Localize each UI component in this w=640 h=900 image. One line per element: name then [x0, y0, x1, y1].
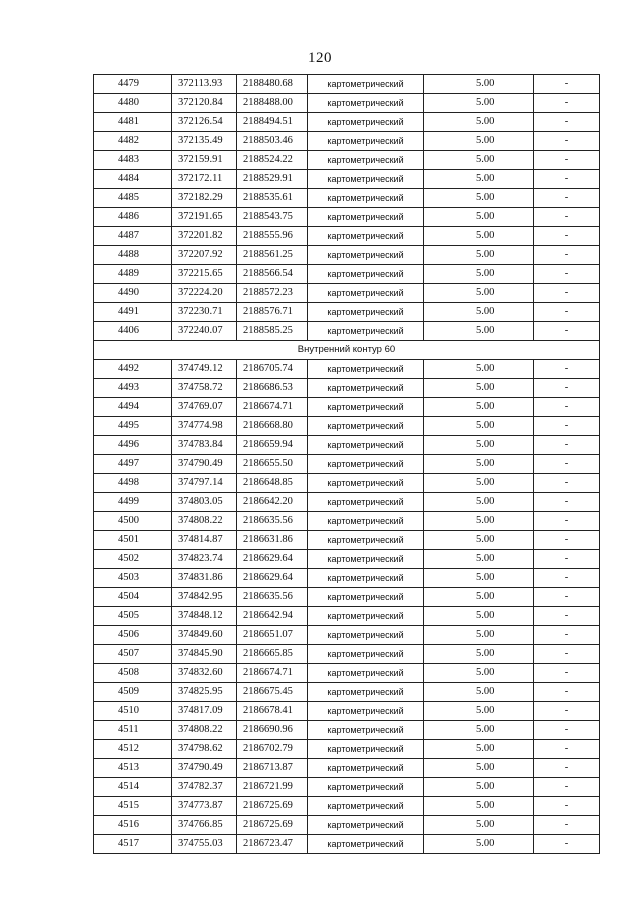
point-number-cell: 4501 — [94, 531, 172, 550]
point-number-cell: 4512 — [94, 740, 172, 759]
point-number-cell: 4486 — [94, 208, 172, 227]
description-cell: - — [534, 94, 600, 113]
method-cell: картометрический — [308, 550, 424, 569]
x-coordinate-cell: 372240.07 — [172, 322, 237, 341]
description-cell: - — [534, 607, 600, 626]
table-row — [94, 360, 600, 379]
x-coordinate-cell: 372159.91 — [172, 151, 237, 170]
table-row — [94, 246, 600, 265]
method-cell: картометрический — [308, 702, 424, 721]
y-coordinate-cell: 2186648.85 — [237, 474, 308, 493]
point-number-cell: 4514 — [94, 778, 172, 797]
y-coordinate-cell: 2186674.71 — [237, 664, 308, 683]
x-coordinate-cell: 374769.07 — [172, 398, 237, 417]
point-number-cell: 4406 — [94, 322, 172, 341]
y-coordinate-cell: 2186629.64 — [237, 550, 308, 569]
point-number-cell: 4494 — [94, 398, 172, 417]
method-cell: картометрический — [308, 170, 424, 189]
point-number-cell: 4483 — [94, 151, 172, 170]
table-row — [94, 607, 600, 626]
point-number-cell: 4517 — [94, 835, 172, 854]
method-cell: картометрический — [308, 303, 424, 322]
accuracy-cell: 5.00 — [424, 645, 534, 664]
x-coordinate-cell: 374823.74 — [172, 550, 237, 569]
description-cell: - — [534, 170, 600, 189]
table-row — [94, 588, 600, 607]
x-coordinate-cell: 374783.84 — [172, 436, 237, 455]
point-number-cell: 4482 — [94, 132, 172, 151]
description-cell: - — [534, 75, 600, 94]
table-row — [94, 170, 600, 189]
y-coordinate-cell: 2186659.94 — [237, 436, 308, 455]
accuracy-cell: 5.00 — [424, 740, 534, 759]
accuracy-cell: 5.00 — [424, 417, 534, 436]
point-number-cell: 4502 — [94, 550, 172, 569]
x-coordinate-cell: 374749.12 — [172, 360, 237, 379]
description-cell: - — [534, 588, 600, 607]
method-cell: картометрический — [308, 189, 424, 208]
point-number-cell: 4504 — [94, 588, 172, 607]
description-cell: - — [534, 797, 600, 816]
y-coordinate-cell: 2188585.25 — [237, 322, 308, 341]
y-coordinate-cell: 2188566.54 — [237, 265, 308, 284]
method-cell: картометрический — [308, 474, 424, 493]
accuracy-cell: 5.00 — [424, 569, 534, 588]
method-cell: картометрический — [308, 531, 424, 550]
y-coordinate-cell: 2186686.53 — [237, 379, 308, 398]
description-cell: - — [534, 246, 600, 265]
point-number-cell: 4488 — [94, 246, 172, 265]
x-coordinate-cell: 374766.85 — [172, 816, 237, 835]
y-coordinate-cell: 2186721.99 — [237, 778, 308, 797]
table-row — [94, 227, 600, 246]
method-cell: картометрический — [308, 493, 424, 512]
description-cell: - — [534, 569, 600, 588]
table-row — [94, 740, 600, 759]
description-cell: - — [534, 151, 600, 170]
point-number-cell: 4495 — [94, 417, 172, 436]
y-coordinate-cell: 2186651.07 — [237, 626, 308, 645]
description-cell: - — [534, 379, 600, 398]
description-cell: - — [534, 759, 600, 778]
table-row — [94, 208, 600, 227]
accuracy-cell: 5.00 — [424, 170, 534, 189]
point-number-cell: 4498 — [94, 474, 172, 493]
description-cell: - — [534, 436, 600, 455]
x-coordinate-cell: 372135.49 — [172, 132, 237, 151]
table-row — [94, 379, 600, 398]
table-row — [94, 683, 600, 702]
method-cell: картометрический — [308, 683, 424, 702]
accuracy-cell: 5.00 — [424, 151, 534, 170]
description-cell: - — [534, 721, 600, 740]
y-coordinate-cell: 2186674.71 — [237, 398, 308, 417]
description-cell: - — [534, 208, 600, 227]
table-row — [94, 493, 600, 512]
table-row — [94, 113, 600, 132]
description-cell: - — [534, 284, 600, 303]
point-number-cell: 4496 — [94, 436, 172, 455]
description-cell: - — [534, 531, 600, 550]
description-cell: - — [534, 455, 600, 474]
method-cell: картометрический — [308, 360, 424, 379]
x-coordinate-cell: 372207.92 — [172, 246, 237, 265]
method-cell: картометрический — [308, 740, 424, 759]
accuracy-cell: 5.00 — [424, 512, 534, 531]
method-cell: картометрический — [308, 436, 424, 455]
accuracy-cell: 5.00 — [424, 189, 534, 208]
y-coordinate-cell: 2186725.69 — [237, 797, 308, 816]
y-coordinate-cell: 2188529.91 — [237, 170, 308, 189]
description-cell: - — [534, 322, 600, 341]
x-coordinate-cell: 374790.49 — [172, 455, 237, 474]
table-row — [94, 417, 600, 436]
table-row — [94, 835, 600, 854]
method-cell: картометрический — [308, 379, 424, 398]
accuracy-cell: 5.00 — [424, 550, 534, 569]
method-cell: картометрический — [308, 759, 424, 778]
table-row — [94, 816, 600, 835]
table-group-1 — [94, 75, 600, 341]
x-coordinate-cell: 374814.87 — [172, 531, 237, 550]
x-coordinate-cell: 372172.11 — [172, 170, 237, 189]
point-number-cell: 4505 — [94, 607, 172, 626]
y-coordinate-cell: 2186713.87 — [237, 759, 308, 778]
point-number-cell: 4485 — [94, 189, 172, 208]
point-number-cell: 4491 — [94, 303, 172, 322]
accuracy-cell: 5.00 — [424, 265, 534, 284]
description-cell: - — [534, 417, 600, 436]
x-coordinate-cell: 374797.14 — [172, 474, 237, 493]
point-number-cell: 4492 — [94, 360, 172, 379]
method-cell: картометрический — [308, 208, 424, 227]
method-cell: картометрический — [308, 721, 424, 740]
table-row — [94, 550, 600, 569]
point-number-cell: 4490 — [94, 284, 172, 303]
point-number-cell: 4516 — [94, 816, 172, 835]
accuracy-cell: 5.00 — [424, 664, 534, 683]
y-coordinate-cell: 2188543.75 — [237, 208, 308, 227]
accuracy-cell: 5.00 — [424, 759, 534, 778]
accuracy-cell: 5.00 — [424, 474, 534, 493]
method-cell: картометрический — [308, 284, 424, 303]
accuracy-cell: 5.00 — [424, 303, 534, 322]
accuracy-cell: 5.00 — [424, 246, 534, 265]
page-number: 120 — [308, 50, 332, 66]
y-coordinate-cell: 2186655.50 — [237, 455, 308, 474]
x-coordinate-cell: 374798.62 — [172, 740, 237, 759]
point-number-cell: 4499 — [94, 493, 172, 512]
table-row — [94, 664, 600, 683]
table-row — [94, 797, 600, 816]
method-cell: картометрический — [308, 113, 424, 132]
accuracy-cell: 5.00 — [424, 227, 534, 246]
y-coordinate-cell: 2186668.80 — [237, 417, 308, 436]
x-coordinate-cell: 372191.65 — [172, 208, 237, 227]
x-coordinate-cell: 374808.22 — [172, 512, 237, 531]
description-cell: - — [534, 265, 600, 284]
y-coordinate-cell: 2186665.85 — [237, 645, 308, 664]
x-coordinate-cell: 374845.90 — [172, 645, 237, 664]
description-cell: - — [534, 512, 600, 531]
y-coordinate-cell: 2186642.20 — [237, 493, 308, 512]
x-coordinate-cell: 372230.71 — [172, 303, 237, 322]
description-cell: - — [534, 835, 600, 854]
x-coordinate-cell: 374774.98 — [172, 417, 237, 436]
accuracy-cell: 5.00 — [424, 835, 534, 854]
method-cell: картометрический — [308, 398, 424, 417]
method-cell: картометрический — [308, 797, 424, 816]
y-coordinate-cell: 2188535.61 — [237, 189, 308, 208]
x-coordinate-cell: 372182.29 — [172, 189, 237, 208]
table-row — [94, 474, 600, 493]
point-number-cell: 4510 — [94, 702, 172, 721]
method-cell: картометрический — [308, 778, 424, 797]
method-cell: картометрический — [308, 512, 424, 531]
method-cell: картометрический — [308, 816, 424, 835]
x-coordinate-cell: 372201.82 — [172, 227, 237, 246]
accuracy-cell: 5.00 — [424, 436, 534, 455]
point-number-cell: 4479 — [94, 75, 172, 94]
x-coordinate-cell: 374773.87 — [172, 797, 237, 816]
point-number-cell: 4487 — [94, 227, 172, 246]
table-row — [94, 778, 600, 797]
method-cell: картометрический — [308, 151, 424, 170]
point-number-cell: 4507 — [94, 645, 172, 664]
accuracy-cell: 5.00 — [424, 284, 534, 303]
table-row — [94, 436, 600, 455]
method-cell: картометрический — [308, 322, 424, 341]
x-coordinate-cell: 374848.12 — [172, 607, 237, 626]
point-number-cell: 4509 — [94, 683, 172, 702]
y-coordinate-cell: 2188555.96 — [237, 227, 308, 246]
y-coordinate-cell: 2188480.68 — [237, 75, 308, 94]
table-row — [94, 284, 600, 303]
table-row — [94, 189, 600, 208]
method-cell: картометрический — [308, 132, 424, 151]
method-cell: картометрический — [308, 626, 424, 645]
y-coordinate-cell: 2186631.86 — [237, 531, 308, 550]
y-coordinate-cell: 2186725.69 — [237, 816, 308, 835]
method-cell: картометрический — [308, 227, 424, 246]
accuracy-cell: 5.00 — [424, 455, 534, 474]
x-coordinate-cell: 374808.22 — [172, 721, 237, 740]
x-coordinate-cell: 374849.60 — [172, 626, 237, 645]
method-cell: картометрический — [308, 417, 424, 436]
description-cell: - — [534, 227, 600, 246]
table-row — [94, 531, 600, 550]
section-title-row — [94, 341, 600, 360]
method-cell: картометрический — [308, 664, 424, 683]
description-cell: - — [534, 626, 600, 645]
x-coordinate-cell: 374832.60 — [172, 664, 237, 683]
y-coordinate-cell: 2186635.56 — [237, 512, 308, 531]
description-cell: - — [534, 664, 600, 683]
table-row — [94, 626, 600, 645]
accuracy-cell: 5.00 — [424, 683, 534, 702]
x-coordinate-cell: 372215.65 — [172, 265, 237, 284]
y-coordinate-cell: 2186678.41 — [237, 702, 308, 721]
y-coordinate-cell: 2188572.23 — [237, 284, 308, 303]
y-coordinate-cell: 2188561.25 — [237, 246, 308, 265]
point-number-cell: 4493 — [94, 379, 172, 398]
accuracy-cell: 5.00 — [424, 531, 534, 550]
y-coordinate-cell: 2186702.79 — [237, 740, 308, 759]
point-number-cell: 4506 — [94, 626, 172, 645]
accuracy-cell: 5.00 — [424, 398, 534, 417]
description-cell: - — [534, 645, 600, 664]
y-coordinate-cell: 2188503.46 — [237, 132, 308, 151]
section-header — [94, 341, 600, 360]
x-coordinate-cell: 372126.54 — [172, 113, 237, 132]
x-coordinate-cell: 374831.86 — [172, 569, 237, 588]
table-row — [94, 569, 600, 588]
accuracy-cell: 5.00 — [424, 208, 534, 227]
y-coordinate-cell: 2188488.00 — [237, 94, 308, 113]
method-cell: картометрический — [308, 569, 424, 588]
description-cell: - — [534, 740, 600, 759]
accuracy-cell: 5.00 — [424, 626, 534, 645]
y-coordinate-cell: 2188494.51 — [237, 113, 308, 132]
x-coordinate-cell: 374842.95 — [172, 588, 237, 607]
coordinates-table — [93, 74, 600, 854]
table-row — [94, 721, 600, 740]
point-number-cell: 4489 — [94, 265, 172, 284]
x-coordinate-cell: 374790.49 — [172, 759, 237, 778]
description-cell: - — [534, 550, 600, 569]
table-row — [94, 455, 600, 474]
y-coordinate-cell: 2186635.56 — [237, 588, 308, 607]
accuracy-cell: 5.00 — [424, 607, 534, 626]
method-cell: картометрический — [308, 265, 424, 284]
table-row — [94, 512, 600, 531]
x-coordinate-cell: 374755.03 — [172, 835, 237, 854]
method-cell: картометрический — [308, 246, 424, 265]
point-number-cell: 4508 — [94, 664, 172, 683]
table-row — [94, 303, 600, 322]
accuracy-cell: 5.00 — [424, 493, 534, 512]
table-row — [94, 398, 600, 417]
method-cell: картометрический — [308, 607, 424, 626]
method-cell: картометрический — [308, 94, 424, 113]
description-cell: - — [534, 303, 600, 322]
method-cell: картометрический — [308, 645, 424, 664]
accuracy-cell: 5.00 — [424, 132, 534, 151]
description-cell: - — [534, 778, 600, 797]
accuracy-cell: 5.00 — [424, 75, 534, 94]
x-coordinate-cell: 374825.95 — [172, 683, 237, 702]
description-cell: - — [534, 702, 600, 721]
x-coordinate-cell: 374803.05 — [172, 493, 237, 512]
accuracy-cell: 5.00 — [424, 702, 534, 721]
description-cell: - — [534, 132, 600, 151]
x-coordinate-cell: 372120.84 — [172, 94, 237, 113]
description-cell: - — [534, 189, 600, 208]
point-number-cell: 4500 — [94, 512, 172, 531]
y-coordinate-cell: 2188576.71 — [237, 303, 308, 322]
table-row — [94, 265, 600, 284]
table-row — [94, 75, 600, 94]
table-row — [94, 151, 600, 170]
description-cell: - — [534, 683, 600, 702]
table-row — [94, 132, 600, 151]
x-coordinate-cell: 374758.72 — [172, 379, 237, 398]
accuracy-cell: 5.00 — [424, 588, 534, 607]
table-row — [94, 322, 600, 341]
x-coordinate-cell: 372113.93 — [172, 75, 237, 94]
y-coordinate-cell: 2186642.94 — [237, 607, 308, 626]
description-cell: - — [534, 816, 600, 835]
description-cell: - — [534, 493, 600, 512]
accuracy-cell: 5.00 — [424, 360, 534, 379]
description-cell: - — [534, 398, 600, 417]
x-coordinate-cell: 372224.20 — [172, 284, 237, 303]
method-cell: картометрический — [308, 75, 424, 94]
accuracy-cell: 5.00 — [424, 322, 534, 341]
table-row — [94, 759, 600, 778]
method-cell: картометрический — [308, 588, 424, 607]
point-number-cell: 4503 — [94, 569, 172, 588]
point-number-cell: 4513 — [94, 759, 172, 778]
point-number-cell: 4497 — [94, 455, 172, 474]
description-cell: - — [534, 360, 600, 379]
x-coordinate-cell: 374782.37 — [172, 778, 237, 797]
table-group-2 — [94, 360, 600, 854]
section-title: Внутренний контур 60 — [94, 341, 600, 360]
accuracy-cell: 5.00 — [424, 113, 534, 132]
y-coordinate-cell: 2186629.64 — [237, 569, 308, 588]
point-number-cell: 4484 — [94, 170, 172, 189]
point-number-cell: 4515 — [94, 797, 172, 816]
y-coordinate-cell: 2186690.96 — [237, 721, 308, 740]
table-row — [94, 702, 600, 721]
method-cell: картометрический — [308, 455, 424, 474]
x-coordinate-cell: 374817.09 — [172, 702, 237, 721]
y-coordinate-cell: 2186705.74 — [237, 360, 308, 379]
y-coordinate-cell: 2186723.47 — [237, 835, 308, 854]
table-row — [94, 645, 600, 664]
accuracy-cell: 5.00 — [424, 721, 534, 740]
description-cell: - — [534, 474, 600, 493]
point-number-cell: 4481 — [94, 113, 172, 132]
accuracy-cell: 5.00 — [424, 816, 534, 835]
accuracy-cell: 5.00 — [424, 94, 534, 113]
description-cell: - — [534, 113, 600, 132]
accuracy-cell: 5.00 — [424, 797, 534, 816]
accuracy-cell: 5.00 — [424, 379, 534, 398]
table-row — [94, 94, 600, 113]
point-number-cell: 4511 — [94, 721, 172, 740]
accuracy-cell: 5.00 — [424, 778, 534, 797]
method-cell: картометрический — [308, 835, 424, 854]
point-number-cell: 4480 — [94, 94, 172, 113]
y-coordinate-cell: 2186675.45 — [237, 683, 308, 702]
y-coordinate-cell: 2188524.22 — [237, 151, 308, 170]
